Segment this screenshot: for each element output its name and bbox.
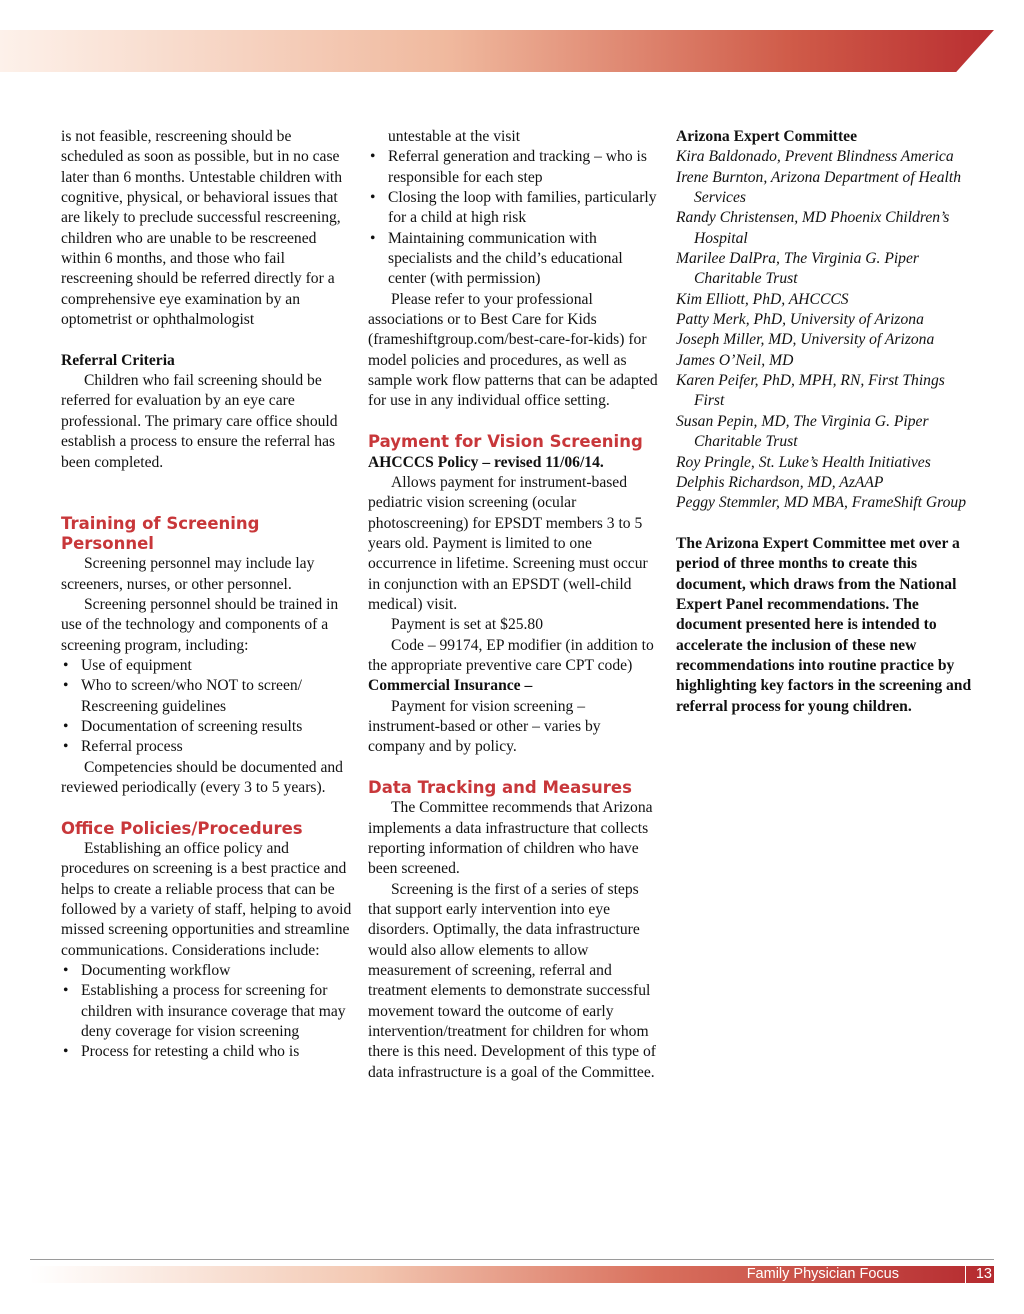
footer-separator xyxy=(965,1266,966,1283)
header-gradient-band xyxy=(0,30,994,72)
committee-member: Delphis Richardson, MD, AzAAP xyxy=(676,473,884,491)
list-item: • Maintaining communication with specialists and the child’s educational center (with permission) xyxy=(368,229,660,290)
committee-member: Joseph Miller, MD, University of Arizona xyxy=(676,331,935,349)
list-item: • Referral process xyxy=(61,737,353,757)
column-right xyxy=(676,127,976,717)
committee-member: Irene Burnton, Arizona Department of Health Services xyxy=(676,168,961,207)
training-paragraph-2: Screening personnel should be trained in use of the technology and components of a screening program, including: xyxy=(61,595,339,654)
committee-member: Kira Baldonado, Prevent Blindness America xyxy=(676,148,954,166)
committee-member: Kim Elliott, PhD, AHCCCS xyxy=(676,290,849,308)
list-item: • Referral generation and tracking – who is responsible for each step xyxy=(368,147,660,188)
committee-member: James O’Neil, MD xyxy=(676,351,794,369)
training-paragraph-3: Competencies should be documented and reviewed periodically (every 3 to 5 years). xyxy=(61,758,343,796)
office-bullet-list xyxy=(61,961,353,1063)
committee-member: Peggy Stemmler, MD MBA, FrameShift Group xyxy=(676,494,967,512)
office-policies-paragraph: Establishing an office policy and procedures on screening is a best practice and helps to create a reliable process that can be followed by a variety of staff, helping to avoid missed screening opportunities and streamline communications. Considerations include: xyxy=(61,840,352,959)
column-left xyxy=(61,127,353,1063)
office-policies-heading: Office Policies/Procedures xyxy=(61,818,303,838)
committee-member: Roy Pringle, St. Luke’s Health Initiatives xyxy=(676,453,931,471)
intro-paragraph: is not feasible, rescreening should be scheduled as soon as possible, but in no case later than 6 months. Untestable children with cognitive, physical, or behavioral issues that are likely to preclude successful rescreening, children who are unable to be rescreened within 6 months, and those who fail rescreening should be referred directly for a comprehensive eye examination by an optometrist or ophthalmologist xyxy=(61,128,343,329)
code-text: Code – 99174, EP modifier (in addition to the appropriate preventive care CPT code) xyxy=(368,636,654,674)
training-paragraph-1: Screening personnel may include lay screeners, nurses, or other personnel. xyxy=(61,555,315,593)
committee-member: Karen Peifer, PhD, MPH, RN, First Things First xyxy=(676,372,945,410)
data-tracking-paragraph-1: The Committee recommends that Arizona implements a data infrastructure that collects reporting information of children who have been screened. xyxy=(368,799,653,878)
training-heading: Training of Screening Personnel xyxy=(61,513,260,553)
referral-criteria-text: Children who fail screening should be referred for evaluation by an eye care professional. The primary care office should establish a process to ensure the referral has been completed. xyxy=(61,372,338,471)
payment-rate: Payment is set at $25.80 xyxy=(391,616,544,634)
committee-member: Randy Christensen, MD Phoenix Children’s Hospital xyxy=(676,209,950,247)
list-item: • Documentation of screening results xyxy=(61,717,353,737)
bullet-continuation: untestable at the visit xyxy=(388,128,521,145)
training-bullet-list xyxy=(61,656,353,758)
payment-heading: Payment for Vision Screening xyxy=(368,432,643,452)
commercial-insurance-text: Payment for vision screening – instrument-based or other – varies by company and by policy. xyxy=(368,697,601,756)
committee-member: Susan Pepin, MD, The Virginia G. Piper Charitable Trust xyxy=(676,412,929,451)
committee-member: Patty Merk, PhD, University of Arizona xyxy=(676,311,924,329)
publication-title: Family Physician Focus xyxy=(746,1266,899,1282)
column-middle xyxy=(368,127,660,1083)
list-item: • Process for retesting a child who is xyxy=(61,1042,353,1062)
refer-paragraph: Please refer to your professional associations or to Best Care for Kids (frameshiftgroup.com/best-care-for-kids) for model policies and procedures, as well as sample work flow patterns that can be adapted for use in any individual office setting. xyxy=(368,290,658,410)
committee-closing-statement: The Arizona Expert Committee met over a period of three months to create this document, which draws from the National Expert Panel recommendations. The document presented here is intended to accelerate the inclusion of these new recommendations into routine practice by highlighting key factors in the screening and referral process for young children. xyxy=(676,534,972,715)
list-item: • Use of equipment xyxy=(61,656,353,676)
list-item: • Who to screen/who NOT to screen/ Rescreening guidelines xyxy=(61,676,353,717)
data-tracking-heading: Data Tracking and Measures xyxy=(368,778,632,797)
commercial-insurance-heading: Commercial Insurance – xyxy=(368,677,533,695)
page-number: 13 xyxy=(975,1266,992,1282)
ahcccs-policy-heading: AHCCCS Policy – revised 11/06/14. xyxy=(368,453,604,471)
footer-divider xyxy=(30,1259,994,1260)
list-item: • Closing the loop with families, particularly for a child at high risk xyxy=(368,188,660,229)
list-item: • Documenting workflow xyxy=(61,961,353,981)
committee-member-list xyxy=(676,147,976,513)
ahcccs-policy-text: Allows payment for instrument-based pediatric vision screening (ocular photoscreening) for EPSDT members 3 to 5 years old. Payment is limited to one occurrence in lifetime. Screening must occur in conjunction with an EPSDT (well-child medical) visit. xyxy=(368,473,648,613)
office-bullet-list-continued xyxy=(368,147,660,289)
data-tracking-paragraph-2: Screening is the first of a series of steps that support early intervention into eye disorders. Optimally, the data infrastructure would also allow elements to allow measurement of screening, referral and treatment elements to demonstrate successful movement toward the outcome of early intervention/treatment for children for whom there is this need. Development of this type of data infrastructure is a goal of the Committee. xyxy=(368,880,656,1081)
footer-band xyxy=(30,1266,994,1283)
committee-heading: Arizona Expert Committee xyxy=(676,128,858,145)
committee-member: Marilee DalPra, The Virginia G. Piper Charitable Trust xyxy=(676,250,919,288)
referral-criteria-heading: Referral Criteria xyxy=(61,351,175,369)
list-item: • Establishing a process for screening for children with insurance coverage that may deny coverage for vision screening xyxy=(61,981,353,1042)
